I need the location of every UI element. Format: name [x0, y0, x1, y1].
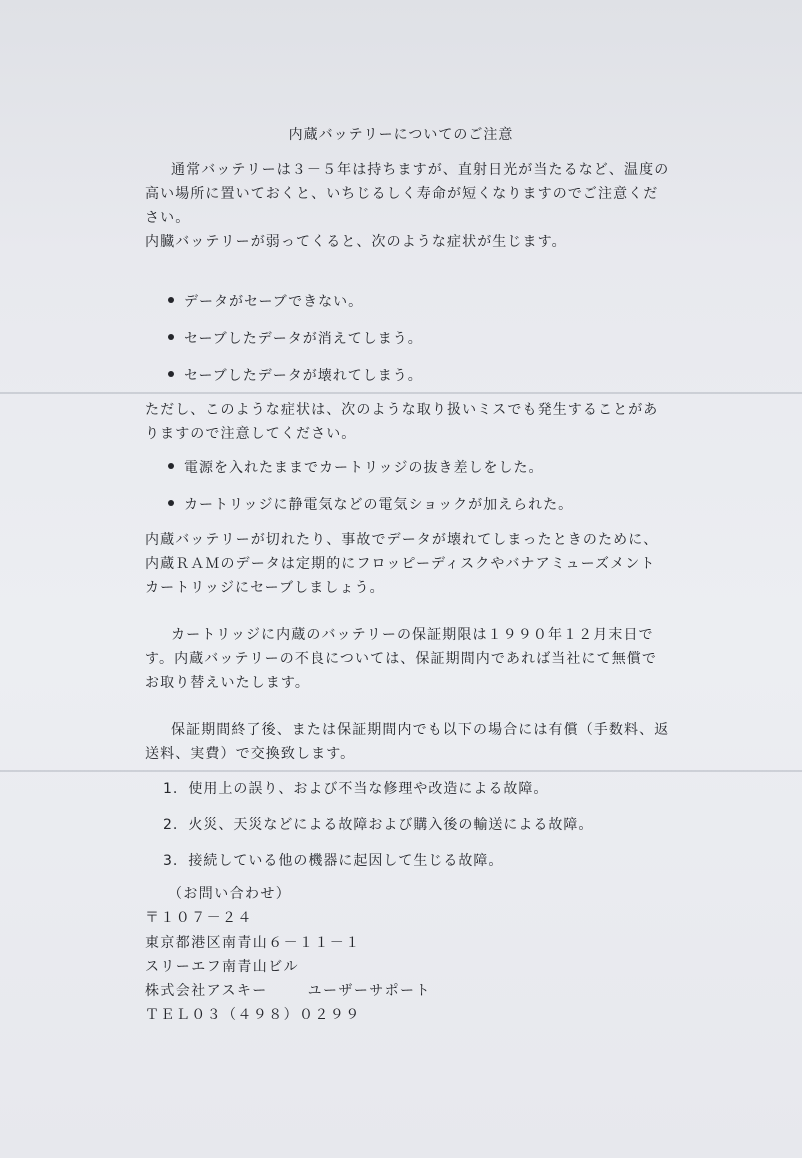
mistake-item [168, 493, 573, 517]
contact-phone: ＴＥＬ０３（４９８）０２９９ [145, 1007, 361, 1023]
text-line: ただし、このような症状は、次のような取り扱いミスでも発生することがあ [145, 402, 659, 418]
backup-paragraph [145, 528, 665, 600]
case-number: 3. [163, 853, 179, 869]
mistake-text: 電源を入れたままでカートリッジの抜き差しをした。 [184, 460, 544, 476]
text-line: 高い場所に置いておくと、いちじるしく寿命が短くなりますのでご注意くだ [145, 186, 659, 202]
document-title: 内蔵バッテリーについてのご注意 [288, 127, 514, 143]
case-text: 接続している他の機器に起因して生じる故障。 [188, 853, 504, 869]
case-text: 使用上の誤り、および不当な修理や改造による故障。 [188, 781, 549, 797]
department-name: ユーザーサポート [307, 983, 431, 999]
text-line: 送料、実費）で交換致します。 [145, 746, 356, 762]
text-line: 内蔵ＲＡＭのデータは定期的にフロッピーディスクやバナアミューズメント [145, 556, 656, 572]
bullet-dot-icon [168, 500, 174, 506]
text-line: 内蔵バッテリーが切れたり、事故でデータが壊れてしまったときのために、 [145, 532, 659, 548]
contact-header: （お問い合わせ） [168, 886, 292, 902]
symptom-item [168, 364, 423, 388]
text-line: す。内蔵バッテリーの不良については、保証期間内であれば当社にて無償で [145, 651, 657, 667]
paper-fold-line [0, 770, 802, 772]
symptom-text: セーブしたデータが壊れてしまう。 [184, 368, 423, 384]
paid-exchange-paragraph [145, 718, 670, 766]
text-line: カートリッジに内蔵のバッテリーの保証期限は１９９０年１２月末日で [171, 627, 654, 643]
paper-fold-line [0, 392, 802, 394]
bullet-dot-icon [168, 334, 174, 340]
symptom-text: セーブしたデータが消えてしまう。 [184, 331, 423, 347]
mistake-text: カートリッジに静電気などの電気ショックが加えられた。 [184, 497, 574, 513]
intro-paragraph [145, 158, 670, 254]
contact-company [145, 979, 431, 1003]
warranty-paragraph [145, 623, 665, 695]
bullet-dot-icon [168, 463, 174, 469]
text-line: お取り替えいたします。 [145, 675, 310, 691]
case-item [163, 777, 548, 801]
case-text: 火災、天災などによる故障および購入後の輸送による故障。 [188, 817, 594, 833]
mistake-item [168, 456, 543, 480]
bullet-dot-icon [168, 371, 174, 377]
text-line: りますので注意してください。 [145, 426, 357, 442]
case-item [163, 813, 593, 837]
case-number: 1. [163, 781, 179, 797]
text-line: 保証期間終了後、または保証期間内でも以下の場合には有償（手数料、返 [171, 722, 670, 738]
contact-postal-code: 〒１０７－２４ [145, 910, 253, 926]
text-line: 内臓バッテリーが弱ってくると、次のような症状が生じます。 [145, 234, 567, 250]
contact-building: スリーエフ南青山ビル [145, 959, 299, 975]
symptom-text: データがセーブできない。 [184, 294, 364, 310]
company-name: 株式会社アスキー [145, 983, 268, 999]
contact-address: 東京都港区南青山６－１１－１ [145, 935, 361, 951]
text-line: 通常バッテリーは３－５年は持ちますが、直射日光が当たるなど、温度の [171, 162, 670, 178]
case-number: 2. [163, 817, 179, 833]
case-item [163, 849, 503, 873]
caution-paragraph [145, 398, 665, 446]
text-line: さい。 [145, 210, 191, 226]
symptom-item [168, 290, 363, 314]
text-line: カートリッジにセーブしましょう。 [145, 580, 385, 596]
bullet-dot-icon [168, 297, 174, 303]
symptom-item [168, 327, 423, 351]
